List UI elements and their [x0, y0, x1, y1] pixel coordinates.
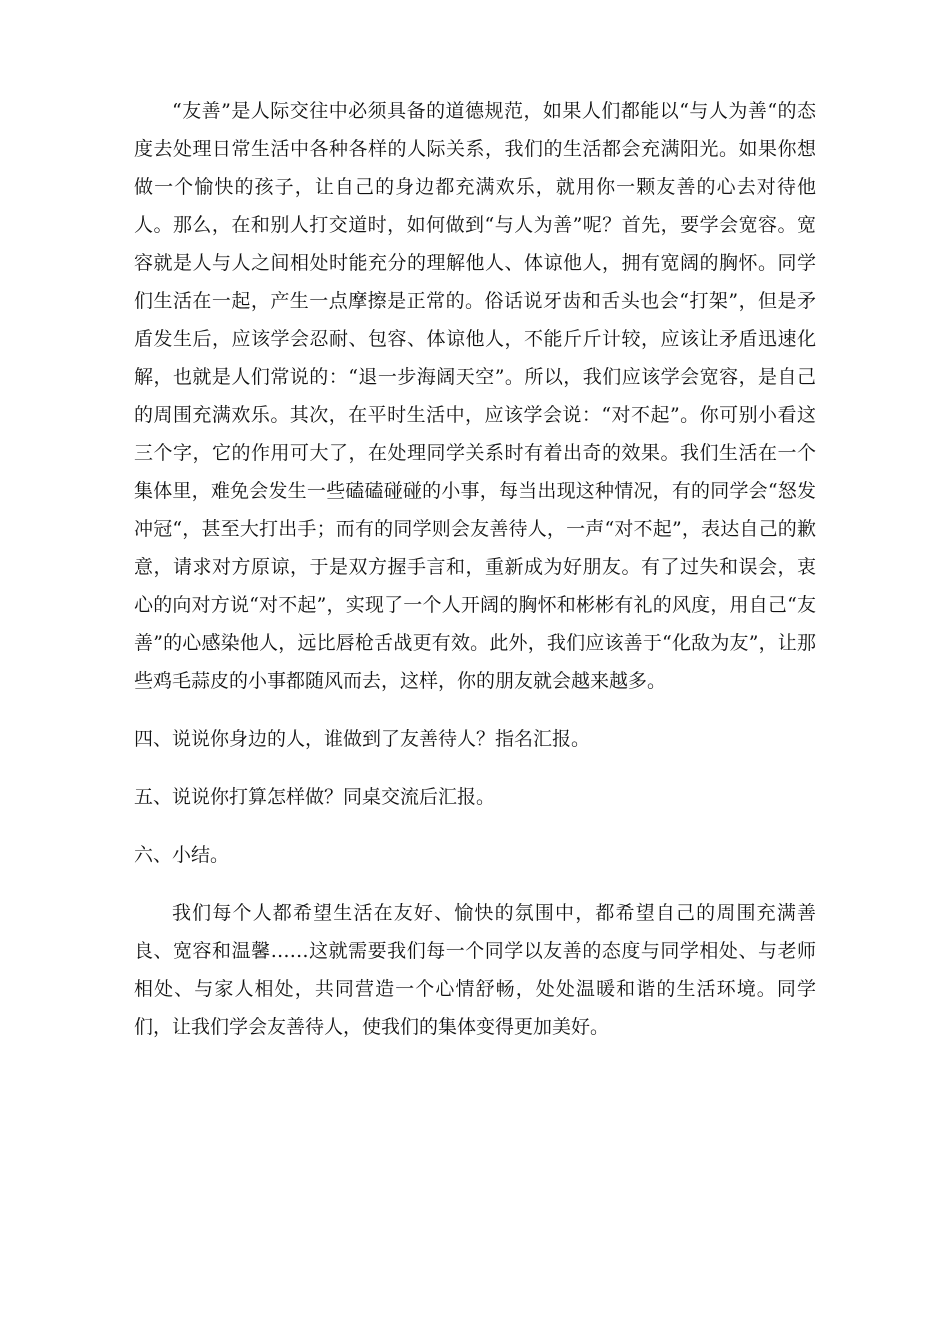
document-body — [134, 92, 816, 1046]
section-item-5: 五、说说你打算怎样做？同桌交流后汇报。 — [134, 786, 496, 808]
intro-paragraph: “友善”是人际交往中必须具备的道德规范，如果人们都能以“与人为善“的态度去处理日常生活中各种各样的人际关系，我们的生活都会充满阳光。如果你想做一个愉快的孩子，让自己的身边都充满欢乐，就用你一颗友善的心去对待他人。那么，在和别人打交道时，如何做到“与人为善”呢？首先，要学会宽容。宽容就是人与人之间相处时能充分的理解他人、体谅他人，拥有宽阔的胸怀。同学们生活在一起，产生一点摩擦是正常的。俗话说牙齿和舌头也会“打架”，但是矛盾发生后，应该学会忍耐、包容、体谅他人，不能斤斤计较，应该让矛盾迅速化解，也就是人们常说的：“退一步海阔天空”。所以，我们应该学会宽容，是自己的周围充满欢乐。其次，在平时生活中，应该学会说：“对不起”。你可别小看这三个字，它的作用可大了，在处理同学关系时有着出奇的效果。我们生活在一个集体里，难免会发生一些磕磕碰碰的小事，每当出现这种情况，有的同学会“怒发冲冠“，甚至大打出手；而有的同学则会友善待人，一声“对不起”，表达自己的歉意，请求对方原谅，于是双方握手言和，重新成为好朋友。有了过失和误会，衷心的向对方说“对不起”，实现了一个人开阔的胸怀和彬彬有礼的风度，用自己“友善”的心感染他人，远比唇枪舌战更有效。此外，我们应该善于“化敌为友”，让那些鸡毛蒜皮的小事都随风而去，这样，你的朋友就会越来越多。 — [134, 100, 816, 692]
section-item-6: 六、小结。 — [134, 844, 230, 866]
section-item-4: 四、说说你身边的人，谁做到了友善待人？指名汇报。 — [134, 728, 591, 750]
summary-paragraph: 我们每个人都希望生活在友好、愉快的氛围中，都希望自己的周围充满善良、宽容和温馨……这就需要我们每一个同学以友善的态度与同学相处、与老师相处、与家人相处，共同营造一个心情舒畅，处处温暖和谐的生活环境。同学们，让我们学会友善待人，使我们的集体变得更加美好。 — [134, 902, 816, 1038]
